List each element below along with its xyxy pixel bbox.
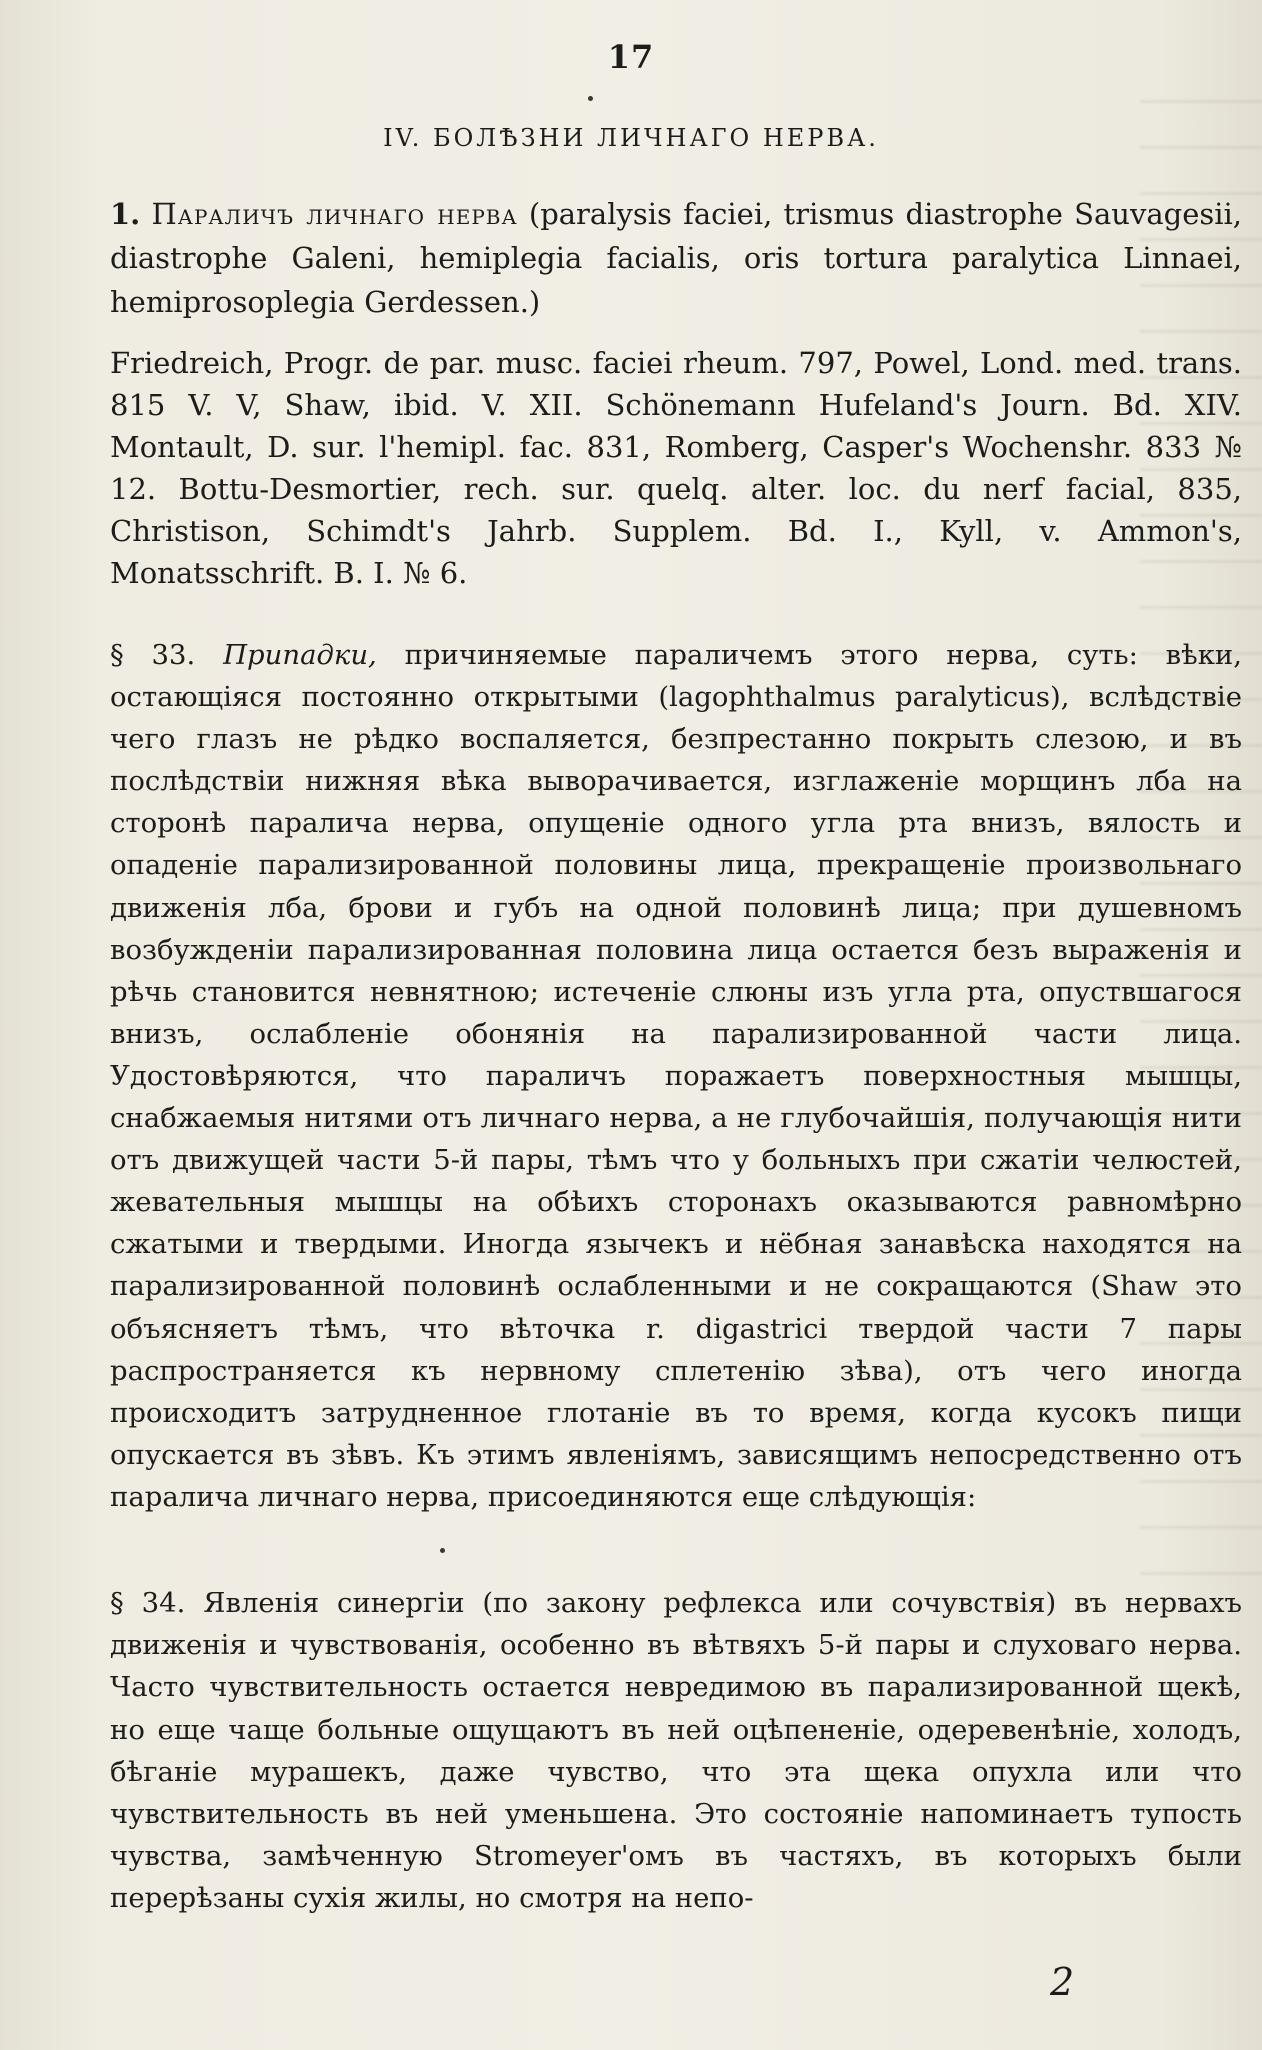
section-33-lead: Припадки, <box>223 639 377 671</box>
signature-mark: 2 <box>1050 1960 1075 2004</box>
section-33-mark: § 33. <box>110 639 196 671</box>
item-1-title: Параличъ личнаго нерва <box>151 197 518 231</box>
item-1-paragraph <box>70 192 1242 324</box>
section-34-paragraph <box>70 1582 1242 1920</box>
ink-speck <box>588 96 593 101</box>
ink-speck <box>440 1548 445 1553</box>
section-34-mark: § 34. <box>110 1587 186 1619</box>
section-34-text: Явленія синергіи (по закону рефлекса или сочувствія) въ нервахъ движенія и чувствованія, особенно въ вѣтвяхъ 5-й пары и слуховаго нерва. Часто чувствительность остается невредимою въ парализированной щекѣ, но еще чаще больные ощущаютъ въ ней оцѣпененіе, одеревенѣніе, холодъ, бѣганіе мурашекъ, даже чувство, что эта щека опухла или что чувствительность въ ней уменьшена. Это состояніе напоминаетъ тупость чувства, замѣченную Stromeyer'омъ въ частяхъ, въ которыхъ были перерѣзаны сухія жилы, но смотря на непо- <box>110 1587 1243 1915</box>
section-33-text: причиняемые параличемъ этого нерва, суть: вѣки, остающіяся постоянно открытыми (lagophthalmus paralyticus), вслѣдствіе чего глазъ не рѣдко воспаляется, безпрестанно покрыть слезою, и въ послѣдствіи нижняя вѣка выворачивается, изглаженіе морщинъ лба на сторонѣ паралича нерва, опущеніе одного угла рта внизъ, вялость и опаденіе парализированной половины лица, прекращеніе произвольнаго движенія лба, брови и губъ на одной половинѣ лица; при душевномъ возбужденіи парализированная половина лица остается безъ выраженія и рѣчь становится невнятною; истеченіе слюны изъ угла рта, опуствшагося внизъ, ослабленіе обонянія на парализированной части лица. Удостовѣряются, что параличъ поражаетъ поверхностныя мышцы, снабжаемыя нитями отъ личнаго нерва, а не глубочайшія, получающія нити отъ движущей части 5-й пары, тѣмъ что у больныхъ при сжатіи челюстей, жевательныя мышцы на обѣихъ сторонахъ оказываются равномѣрно сжатыми и твердыми. Иногда язычекъ и нёбная занавѣска находятся на парализированной половинѣ ослабленными и не сокращаются (Shaw это объясняетъ тѣмъ, что вѣточка r. digastrici твердой части 7 пары распространяется къ нервному сплетенію зѣва), отъ чего иногда происходитъ затрудненное глотаніе въ то время, когда кусокъ пищи опускается въ зѣвъ. Къ этимъ явленіямъ, зависящимъ непосредственно отъ паралича личнаго нерва, присоединяются еще слѣдующія: <box>110 639 1242 1513</box>
references-paragraph: Friedreich, Progr. de par. musc. faciei rheum. 797, Powel, Lond. med. trans. 815 V. V, Shaw, ibid. V. XII. Schönemann Hufeland's Journ. Bd. XIV. Montault, D. sur. l'hemipl. fac. 831, Romberg, Casper's Wochenshr. 833 № 12. Bottu-Desmortier, rech. sur. quelq. alter. loc. du nerf facial, 835, Christison, Schimdt's Jahrb. Supplem. Bd. I., Kyll, v. Ammon's, Monatsschrift. B. I. № 6. <box>110 346 1242 590</box>
item-1-number: 1. <box>110 197 141 231</box>
page-number: 17 <box>607 38 655 76</box>
section-heading: IV. БОЛѢЗНИ ЛИЧНАГО НЕРВА. <box>383 124 879 152</box>
item-1-latin-names: (paralysis faciei, trismus diastrophe Sauvagesii, diastrophe Galeni, hemiplegia facialis, oris tortura paralytica Linnaei, hemiprosoplegia Gerdessen.) <box>110 197 1243 319</box>
section-33-paragraph <box>70 634 1242 1518</box>
